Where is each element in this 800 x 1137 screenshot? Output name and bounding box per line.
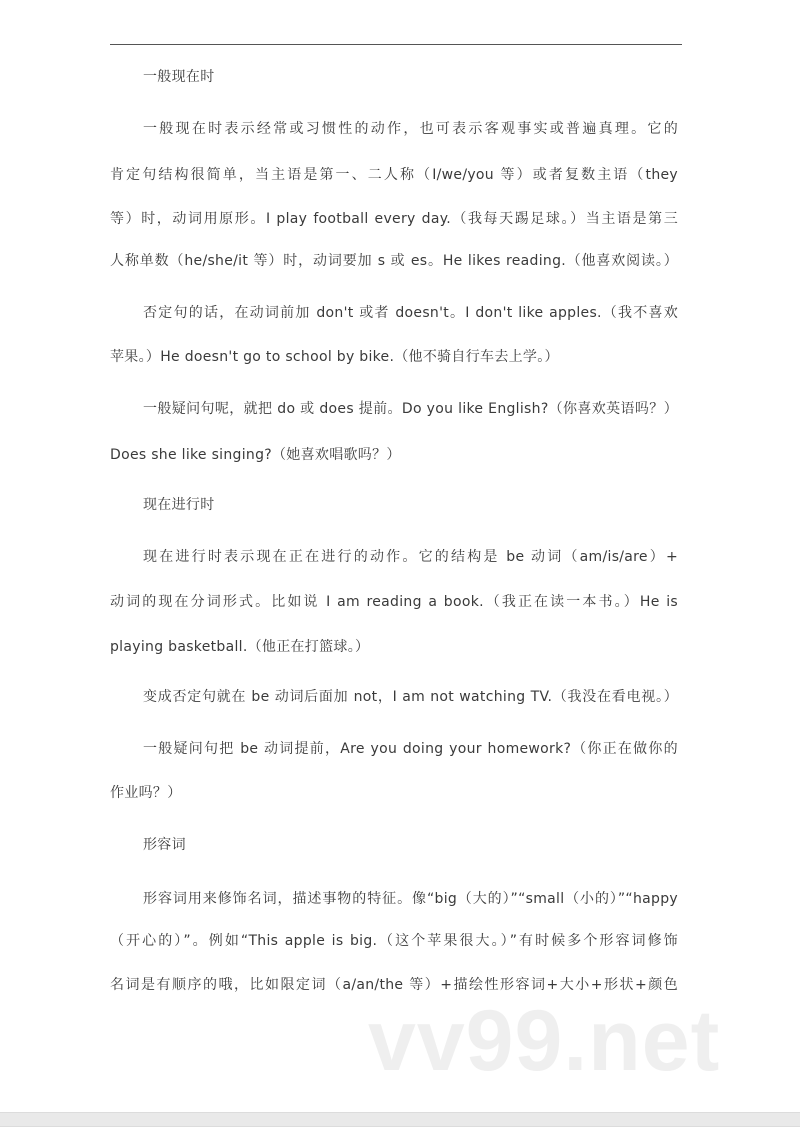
paragraph-line: playing basketball.（他正在打篮球。） xyxy=(110,639,370,655)
paragraph-line: Does she like singing?（她喜欢唱歌吗？） xyxy=(110,447,401,463)
paragraph-line: 名词是有顺序的哦，比如限定词（a/an/the 等）+描绘性形容词+大小+形状+颜色 xyxy=(110,977,678,993)
paragraph-line: 人称单数（he/she/it 等）时，动词要加 s 或 es。He likes reading.（他喜欢阅读。） xyxy=(110,253,678,269)
paragraph-line: 一般疑问句把 be 动词提前，Are you doing your homework?（你正在做你的 xyxy=(143,741,678,757)
header-rule xyxy=(110,44,682,45)
watermark: vv99.net xyxy=(368,993,721,1089)
heading-present-simple: 一般现在时 xyxy=(143,69,215,85)
paragraph-line: （开心的）”。例如“This apple is big.（这个苹果很大。）”有时候多个形容词修饰 xyxy=(110,933,678,949)
paragraph-line: 等）时，动词用原形。I play football every day.（我每天踢足球。）当主语是第三 xyxy=(110,211,678,227)
paragraph-line: 现在进行时表示现在正在进行的动作。它的结构是 be 动词（am/is/are）+ xyxy=(143,549,678,565)
heading-adjectives: 形容词 xyxy=(143,837,186,853)
paragraph-line: 一般疑问句呢，就把 do 或 does 提前。Do you like English?（你喜欢英语吗？） xyxy=(143,401,678,417)
paragraph-line: 一般现在时表示经常或习惯性的动作，也可表示客观事实或普遍真理。它的 xyxy=(143,121,678,137)
paragraph-line: 动词的现在分词形式。比如说 I am reading a book.（我正在读一本书。）He is xyxy=(110,594,678,610)
heading-present-continuous: 现在进行时 xyxy=(143,497,215,513)
paragraph-line: 肯定句结构很简单，当主语是第一、二人称（I/we/you 等）或者复数主语（they xyxy=(110,167,678,183)
paragraph-line: 形容词用来修饰名词，描述事物的特征。像“big（大的）”“small（小的）”“happy xyxy=(143,891,678,907)
paragraph-line: 作业吗？） xyxy=(110,785,182,801)
paragraph-line: 否定句的话，在动词前加 don't 或者 doesn't。I don't like apples.（我不喜欢 xyxy=(143,305,678,321)
paragraph-line: 苹果。）He doesn't go to school by bike.（他不骑自行车去上学。） xyxy=(110,349,559,365)
page-bottom-bar xyxy=(0,1112,800,1127)
paragraph-line: 变成否定句就在 be 动词后面加 not，I am not watching TV.（我没在看电视。） xyxy=(143,689,678,705)
